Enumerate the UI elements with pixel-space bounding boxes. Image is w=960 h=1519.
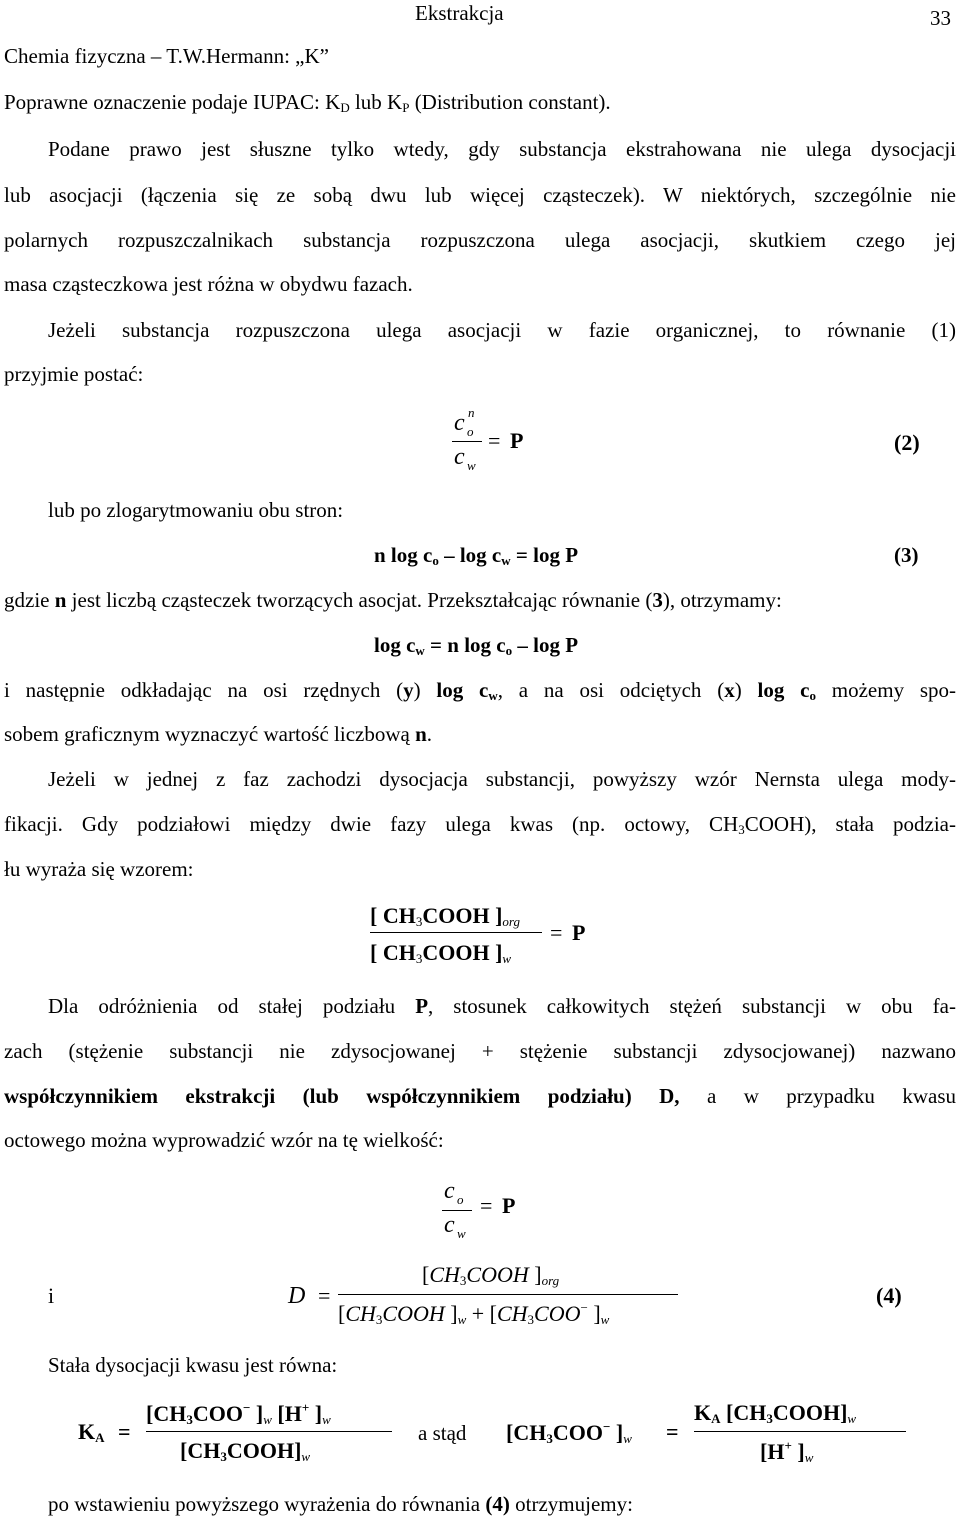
- para2-line1: Podane prawo jest słuszne tylko wtedy, gdy substancja ekstrahowana nie ulega dysocjacji: [48, 137, 956, 161]
- para5-line1: Jeżeli w jednej z faz zachodzi dysocjacja substancji, powyższy wzór Nernsta ulega mody-: [48, 767, 956, 791]
- para2-line3: polarnych rozpuszczalnikach substancja rozpuszczona ulega asocjacji, skutkiem czego jej: [4, 228, 956, 252]
- gdzie-line: gdzie n jest liczbą cząsteczek tworzących asocjat. Przekształcając równanie (3), otrzymamy:: [4, 588, 782, 612]
- para3-line1: Jeżeli substancja rozpuszczona ulega asocjacji w fazie organicznej, to równanie (1): [48, 318, 956, 342]
- para4-line2: sobem graficznym wyznaczyć wartość liczbową n.: [4, 722, 433, 746]
- para3-line2: przyjmie postać:: [4, 362, 144, 386]
- equation-2-label: (2): [894, 430, 920, 455]
- equation-4-label: (4): [876, 1283, 902, 1308]
- para6-line1: Dla odróżnienia od stałej podziału P, stosunek całkowitych stężeń substancji w obu fa-: [48, 994, 956, 1018]
- para5-line2: fikacji. Gdy podziałowi między dwie fazy ulega kwas (np. octowy, $CH_3COOH$), stała podzia-: [4, 812, 956, 837]
- para6-line4: octowego można wyprowadzić wzór na tę wielkość:: [4, 1128, 444, 1152]
- footer-line: po wstawieniu powyższego wyrażenia do równania (4) otrzymujemy:: [48, 1492, 633, 1516]
- para6-line3: współczynnikiem ekstrakcji (lub współczynnikiem podziału) D, a w przypadku kwasu: [4, 1084, 956, 1108]
- para2-line2: lub asocjacji (łączenia się ze sobą dwu lub więcej cząsteczek). W niektórych, szczególnie nie: [4, 183, 956, 207]
- lub-po-text: lub po zlogarytmowaniu obu stron:: [48, 498, 344, 522]
- stala-text: Stała dysocjacji kwasu jest równa:: [48, 1353, 338, 1377]
- header-section-title: Ekstrakcja: [415, 1, 504, 25]
- equation-3-label: (3): [894, 543, 919, 567]
- a-stad-text: a stąd: [418, 1421, 467, 1445]
- para4-line1: i następnie odkładając na osi rzędnych (y) $\log c_w$, a na osi odciętych (x) $\log c_o$ możemy spo-: [4, 678, 956, 703]
- para6-line2: zach (stężenie substancji nie zdysocjowanej + stężenie substancji zdysocjowanej) nazwano: [4, 1039, 956, 1063]
- author-reference: Chemia fizyczna – T.W.Hermann: „K”: [4, 44, 329, 68]
- iupac-note: Poprawne oznaczenie podaje IUPAC: $K_D$ lub $K_P$ (Distribution constant).: [4, 90, 611, 115]
- page-number: 33: [930, 6, 951, 30]
- equation-3: n $\log c_o - \log c_w = \log P$: [374, 543, 579, 568]
- para2-line4: masa cząsteczkowa jest różna w obydwu fazach.: [4, 272, 413, 296]
- para5-line3: łu wyraża się wzorem:: [4, 857, 194, 881]
- equation-log-cw: $\log c_w = n$ $\log c_o$ – log P: [374, 633, 579, 658]
